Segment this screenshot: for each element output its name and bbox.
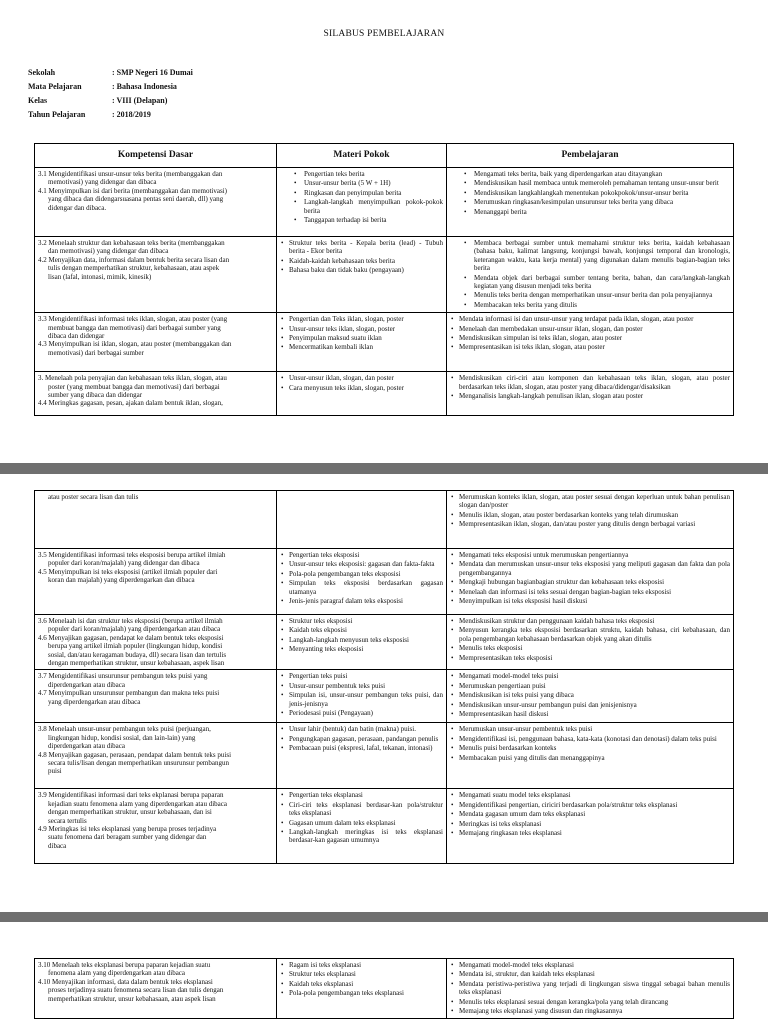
materi-pokok-item: • Pengertian teks eksposisi	[280, 551, 443, 559]
materi-pokok-item: • Pengertian teks puisi	[280, 672, 443, 680]
syllabus-row	[35, 237, 734, 313]
materi-pokok-item: • Pengertian dan Teks iklan, slogan, poster	[280, 315, 443, 323]
pembelajaran-item: • Mengamati teks berita, baik yang diperdengarkan atau ditayangkan	[450, 170, 730, 178]
materi-pokok-item: • Unsur-unsur teks eksposisi: gagasan dan fakta-fakta	[280, 560, 443, 568]
kompetensi-dasar-line: diperdengarkan atau dibaca	[48, 742, 125, 751]
materi-pokok-item: • Tanggapan terhadap isi berita	[280, 216, 443, 224]
kompetensi-dasar-line: dibaca dan didengar	[48, 332, 105, 341]
syllabus-row	[35, 549, 734, 615]
school-info-value: : VIII (Delapan)	[112, 96, 168, 105]
pembelajaran-item: • Membacakan teks berita yang ditulis	[450, 301, 730, 309]
pembelajaran-item: • Menanggapi berita	[450, 208, 730, 216]
materi-pokok-item: • Simpulan isi, unsur-unsur pembangun teks puisi, dan jenis-jenisnya	[280, 691, 443, 708]
materi-pokok-item: • Kaidah-kaidah kebahasaan teks berita	[280, 257, 443, 265]
kompetensi-dasar-line: 3.2 Menelaah struktur dan kebahasaan teks berita (membanggakan	[38, 239, 225, 247]
pembelajaran-item: • Mendiskusikan ciri-ciri atau komponen dan kebahasaan teks iklan, slogan, atau poster berdasarkan teks iklan, slogan, atau poster yang dibaca/didengar/disaksikan	[450, 374, 730, 391]
kompetensi-dasar-line: 3.3 Mengidentifikasi informasi teks iklan, slogan, atau poster (yang	[38, 315, 228, 324]
materi-pokok-item: • Periodesasi puisi (Pengayaan)	[280, 709, 443, 717]
school-info-label: Mata Pelajaran	[28, 82, 82, 91]
materi-pokok-item: • Ciri-ciri teks eksplanasi berdasar-kan pola/struktur teks eksplanasi	[280, 801, 443, 818]
kompetensi-dasar-line: populer dari koran/majalah) yang didengar dan dibaca	[48, 559, 200, 568]
school-info-row	[28, 80, 193, 94]
kompetensi-dasar-line: 3.8 Menelaah unsur-unsur pembangun teks puisi (perjuangan,	[38, 725, 211, 734]
header-materi-pokok: Materi Pokok	[277, 144, 447, 168]
materi-pokok-cell	[277, 549, 447, 615]
kompetensi-dasar-line: 3.10 Menelaah teks eksplanasi berupa paparan kejadian suatu	[38, 961, 211, 969]
school-info-label: Kelas	[28, 96, 48, 105]
kompetensi-dasar-line: 4.6 Menyajikan gagasan, pendapat ke dalam bentuk teks eksposisi	[38, 633, 224, 642]
school-info-label: Tahun Pelajaran	[28, 110, 86, 119]
kompetensi-dasar-line: lingkungan hidup, kondisi sosial, dan lain-lain) yang	[48, 733, 196, 742]
materi-pokok-item: • Langkah-langkah meringkas isi teks eksplanasi berdasar-kan gagasan umumnya	[280, 828, 443, 845]
materi-pokok-cell	[277, 313, 447, 372]
kompetensi-dasar-line: 4.8 Menyajikan gagasan, perasaan, pendapat dalam bentuk teks puisi	[38, 750, 232, 759]
materi-pokok-item: • Penyimpulan maksud suatu iklan	[280, 334, 443, 342]
kompetensi-dasar-line: berupa yang artikel ilmiah populer (lingkungan hidup, kondisi	[48, 642, 223, 651]
materi-pokok-item: • Langkah-langkah menyimpulkan pokok-pokok berita	[280, 198, 443, 215]
school-info-row	[28, 108, 193, 122]
pembelajaran-item: • Menulis iklan, slogan, atau poster berdasarkan konteks yang telah dirumuskan	[450, 511, 730, 519]
kompetensi-dasar-line: memotivasi) yang didengar dan dibaca	[48, 178, 157, 187]
pembelajaran-item: • Mempresentasikan iklan, slogan, dan/atau poster yang ditulis dengn berbagai variasi	[450, 520, 730, 528]
kompetensi-dasar-line: 4.2 Menyajikan data, informasi dalam bentuk berita secara lisan dan	[38, 255, 230, 264]
kompetensi-dasar-line: fenomena alam yang diperdengarkan atau dibaca	[48, 969, 186, 978]
school-info-value: : SMP Negeri 16 Dumai	[112, 68, 193, 77]
kompetensi-dasar-cell	[35, 549, 277, 615]
materi-pokok-item: • Unsur lahir (bentuk) dan batin (makna) puisi.	[280, 725, 443, 733]
school-info	[28, 66, 193, 122]
kompetensi-dasar-line: 3.5 Mengidentifikasi informasi teks eksposisi berupa artikel ilmiah	[38, 551, 226, 559]
document-page-3	[0, 922, 768, 1024]
materi-pokok-item: • Pengertian teks eksplanasi	[280, 791, 443, 799]
kompetensi-dasar-cell	[35, 237, 277, 313]
kompetensi-dasar-line: atau poster secara lisan dan tulis	[48, 493, 139, 501]
materi-pokok-item: • Mencermatikan kembali iklan	[280, 343, 443, 351]
syllabus-table-page-3	[34, 958, 734, 1019]
pembelajaran-item: • Mendiskusikan langkahlangkah menentukan pokokpokok/unsur-unsur berita	[450, 189, 730, 197]
kompetensi-dasar-line: yang dibaca dan didengarsuasana pentas seni daerah, dll) yang	[48, 195, 224, 204]
pembelajaran-item: • Mendata dan merumuskan unsur-unsur teks eksposisi yang meliputi gagasan dan fakta dan pola pengembangannya	[450, 560, 730, 577]
kompetensi-dasar-line: 4.1 Menyimpulkan isi dari berita (membanggakan dan memotivasi)	[38, 186, 227, 195]
kompetensi-dasar-line: 4.4 Meringkas gagasan, pesan, ajakan dalam bentuk iklan, slogan,	[38, 399, 223, 408]
kompetensi-dasar-line: 4.3 Menyimpulkan isi iklan, slogan, atau poster (membanggakan dan	[38, 340, 232, 349]
syllabus-row	[35, 959, 734, 1019]
materi-pokok-item: • Menyanting teks eksposisi	[280, 645, 443, 653]
school-info-row	[28, 66, 193, 80]
materi-pokok-item: • Pembacaan puisi (ekspresi, lafal, tekanan, intonasi)	[280, 744, 443, 752]
materi-pokok-cell	[277, 615, 447, 670]
pembelajaran-item: • Mendiskusikan hasil membaca untuk memeroleh pemahaman tentang unsur-unsur berit	[450, 179, 730, 187]
materi-pokok-item: • Bahasa baku dan tidak baku (pengayaan)	[280, 266, 443, 274]
kompetensi-dasar-line: proses terjadinya suatu fenomena secara lisan dan tulis dengan	[48, 986, 224, 995]
pembelajaran-item: • Menganalisis langkah-langkah penulisan iklan, slogan atau poster	[450, 392, 730, 400]
pembelajaran-item: • Mengamati model-model teks eksplanasi	[450, 961, 730, 969]
kompetensi-dasar-cell	[35, 670, 277, 723]
pembelajaran-cell	[447, 670, 734, 723]
kompetensi-dasar-line: dengan memperhatikan struktur, unsur kebahasaan, dan isi	[48, 808, 212, 817]
kompetensi-dasar-line: dibaca	[48, 841, 67, 850]
pembelajaran-item: • Menulis teks berita dengan memperhatikan unsur-unsur berita dan pola penyajiannya	[450, 291, 730, 299]
kompetensi-dasar-line: 3. Menelaah pola penyajian dan kebahasaan teks iklan, slogan, atau	[38, 374, 227, 383]
pembelajaran-item: • Mendata objek dari berbagai sumber tentang berita, bahan, dan cara/langkah-langkah kegiatan yang disusun menjadi teks berita	[450, 274, 730, 291]
kompetensi-dasar-line: sosial, dan/atau keragaman budaya, dll) secara lisan dan tertulis	[48, 650, 227, 659]
kompetensi-dasar-line: lisan (lafal, intonasi, mimik, kinesik)	[48, 272, 152, 281]
pembelajaran-item: • Membacakan puisi yang ditulis dan menanggapinya	[450, 754, 730, 762]
pembelajaran-item: • Mendiskusikan simpulan isi teks iklan, slogan, atau poster	[450, 334, 730, 342]
materi-pokok-item: • Kaidah teks eksplanasi	[280, 980, 443, 988]
kompetensi-dasar-line: 3.9 Mengidentifikasi informasi dari teks ekplanasi berupa paparan	[38, 791, 224, 800]
materi-pokok-item: • Pengertian teks berita	[280, 170, 443, 178]
kompetensi-dasar-line: didengar dan dibaca.	[48, 203, 107, 212]
materi-pokok-item: • Pola-pola pengembangan teks eksposisi	[280, 570, 443, 578]
pembelajaran-item: • Membaca berbagai sumber untuk memahami struktur teks berita, kaidah kebahasaan (bahasa baku, kalimat langsung, konjungsi bawah, konjungsi temporal dan kronologis, keterangan waktu, kata kerja mental) yang digunakan dalam menulis bagian-bagian teks berita	[450, 239, 730, 273]
syllabus-table-page-2	[34, 490, 734, 864]
syllabus-row	[35, 491, 734, 549]
materi-pokok-cell	[277, 491, 447, 549]
kompetensi-dasar-cell	[35, 168, 277, 237]
kompetensi-dasar-line: secara tertulis	[48, 816, 87, 825]
syllabus-row	[35, 372, 734, 416]
school-info-value: : Bahasa Indonesia	[112, 82, 177, 91]
materi-pokok-item: • Gagasan umum dalam teks eksplanasi	[280, 819, 443, 827]
materi-pokok-item: • Ragam isi teks eksplanasi	[280, 961, 443, 969]
pembelajaran-item: • Merumuskan pengertiaan puisi	[450, 682, 730, 690]
kompetensi-dasar-line: kejadian suatu fenomena alam yang diperdengarkan atau dibaca	[48, 799, 228, 808]
pembelajaran-item: • Mengidentifikasi isi, penggunaan bahasa, kata-kata (konotasi dan denotasi) dalam teks puisi	[450, 735, 730, 743]
kompetensi-dasar-cell	[35, 372, 277, 416]
school-info-label: Sekolah	[28, 68, 56, 77]
pembelajaran-item: • Mempresentasikan isi teks iklan, slogan, atau poster	[450, 343, 730, 351]
pembelajaran-item: • Mempresentasikan teks eksposisi	[450, 654, 730, 662]
kompetensi-dasar-line: memperhatikan struktur, unsur kebahasaan, atau aspek lisan	[48, 994, 216, 1003]
kompetensi-dasar-line: membuat bangga dan memotivasi) dari berbagai sumber yang	[48, 323, 221, 332]
syllabus-row	[35, 789, 734, 864]
materi-pokok-item: • Jenis-jenis paragraf dalam teks eksposisi	[280, 597, 443, 605]
pembelajaran-item: • Menelaah dan informasi isi teks sesuai dengan bagian-bagian teks eksposisi	[450, 588, 730, 596]
materi-pokok-item: • Struktur teks eksposisi	[280, 617, 443, 625]
pembelajaran-item: • Mendiskusikan unsur-unsur pembangun puisi dan jenisjenisnya	[450, 701, 730, 709]
pembelajaran-item: • Mendiskusikan struktur dan penggunaan kaidah bahasa teks eksposisi	[450, 617, 730, 625]
header-pembelajaran: Pembelajaran	[447, 144, 734, 168]
pembelajaran-cell	[447, 313, 734, 372]
kompetensi-dasar-line: puisi	[48, 767, 62, 776]
pembelajaran-item: • Mengamati teks eksposisi untuk merumuskan pengertiannya	[450, 551, 730, 559]
syllabus-row	[35, 723, 734, 789]
kompetensi-dasar-cell	[35, 313, 277, 372]
materi-pokok-item: • Pengungkapan gagasan, perasaan, pandangan penulis	[280, 735, 443, 743]
kompetensi-dasar-line: 4.7 Menyimpulkan unsurunsur pembangun dan makna teks puisi	[38, 689, 220, 698]
pembelajaran-cell	[447, 549, 734, 615]
kompetensi-dasar-line: tulis dengan memperhatikan struktur, kebahasaan, atau aspek	[48, 264, 220, 273]
document-page-2	[0, 474, 768, 912]
materi-pokok-cell	[277, 372, 447, 416]
kompetensi-dasar-cell	[35, 723, 277, 789]
pembelajaran-item: • Menulis teks eksposisi	[450, 644, 730, 652]
materi-pokok-item: • Cara menyusun teks iklan, slogan, poster	[280, 384, 443, 392]
pembelajaran-item: • Menulis teks eksplanasi sesuai dengan kerangka/pola yang telah dirancang	[450, 998, 730, 1006]
kompetensi-dasar-cell	[35, 615, 277, 670]
kompetensi-dasar-line: poster (yang membuat bangga dan memotivasi) dari berbagai	[48, 382, 220, 391]
materi-pokok-item: • Struktur teks berita - Kepala berita (lead) - Tubuh berita - Ekor berita	[280, 239, 443, 256]
materi-pokok-cell	[277, 959, 447, 1019]
materi-pokok-cell	[277, 789, 447, 864]
school-info-value: : 2018/2019	[112, 110, 151, 119]
pembelajaran-item: • Merumuskan konteks iklan, slogan, atau poster sesuai dengan keperluan untuk bahan penulisan slogan dan/poster	[450, 493, 730, 510]
materi-pokok-cell	[277, 168, 447, 237]
materi-pokok-item: • Unsur-unsur berita (5 W + 1H)	[280, 179, 443, 187]
syllabus-row	[35, 168, 734, 237]
pembelajaran-cell	[447, 168, 734, 237]
kompetensi-dasar-line: memotivasi) dari berbagai sumber	[48, 348, 144, 357]
pembelajaran-item: • Mendata gagasan umum dam teks eksplanasi	[450, 810, 730, 818]
document-page-1	[0, 0, 768, 463]
kompetensi-dasar-cell	[35, 789, 277, 864]
kompetensi-dasar-cell	[35, 959, 277, 1019]
kompetensi-dasar-line: 3.1 Mengidentifikasi unsur-unsur teks berita (membanggakan dan	[38, 170, 223, 178]
pembelajaran-cell	[447, 615, 734, 670]
kompetensi-dasar-line: suatu fenomena dari beragam sumber yang didengar dan	[48, 833, 207, 842]
materi-pokok-item: • Kaidah teks ekposisi	[280, 626, 443, 634]
pembelajaran-item: • Memajang teks eksplanasi yang disusun dan ringkasannya	[450, 1007, 730, 1015]
kompetensi-dasar-line: 4.10 Menyajikan informasi, data dalam bentuk teks eksplanasi	[38, 977, 213, 986]
pembelajaran-item: • Mendata peristiwa-peristiwa yang terjadi di lingkungan siswa tinggal sebagai bahan menulis teks eksplanasi	[450, 980, 730, 997]
header-kompetensi-dasar: Kompetensi Dasar	[35, 144, 277, 168]
pembelajaran-cell	[447, 723, 734, 789]
pembelajaran-cell	[447, 491, 734, 549]
syllabus-row	[35, 615, 734, 670]
materi-pokok-cell	[277, 237, 447, 313]
pembelajaran-item: • Mengkaji hubungan bagianbagian struktur dan kebahasaan teks eksposisi	[450, 578, 730, 586]
kompetensi-dasar-line: dengan memperhatikan struktur, unsur kebahasaan, aspek lisan	[48, 659, 225, 668]
pembelajaran-item: • Menulis puisi berdasarkan konteks	[450, 744, 730, 752]
pembelajaran-item: • Memajang ringkasan teks eksplanasi	[450, 829, 730, 837]
materi-pokok-item: • Unsur-unsur pembentuk teks puisi	[280, 682, 443, 690]
kompetensi-dasar-line: populer dari koran/majalah) yang diperdengarkan atau dibaca	[48, 625, 221, 634]
syllabus-row	[35, 670, 734, 723]
materi-pokok-item: • Struktur teks eksplanasi	[280, 970, 443, 978]
kompetensi-dasar-cell	[35, 491, 277, 549]
kompetensi-dasar-line: diperdengarkan atau dibaca	[48, 680, 125, 689]
pembelajaran-cell	[447, 959, 734, 1019]
pembelajaran-cell	[447, 237, 734, 313]
document-title: SILABUS PEMBELAJARAN	[323, 29, 445, 39]
materi-pokok-item: • Pola-pola pengembangan teks eksplanasi	[280, 989, 443, 997]
kompetensi-dasar-line: koran dan majalah) yang diperdengarkan dan dibaca	[48, 576, 195, 585]
kompetensi-dasar-line: 4.9 Meringkas isi teks eksplanasi yang berupa proses terjadinya	[38, 825, 217, 834]
pembelajaran-item: • Mendata informasi isi dan unsur-unsur yang terdapat pada iklan, slogan, atau poster	[450, 315, 730, 323]
kompetensi-dasar-line: 3.7 Mengidentifikasi unsurunsur pembangun teks puisi yang	[38, 672, 208, 681]
syllabus-table-page-1	[34, 143, 734, 416]
pembelajaran-item: • Menyusun kerangka teks eksposisi berdasarkan struktu, kaidah bahasa, ciri kebahasaan, dan pola pengembangan kebahasaan berdasarkan objek yang akan ditulis	[450, 626, 730, 643]
materi-pokok-item: • Ringkasan dan penyimpulan berita	[280, 189, 443, 197]
pembelajaran-item: • Mendiskusikan isi teks puisi yang dibaca	[450, 691, 730, 699]
pembelajaran-item: • Menyimpulkan isi teks eksposisi hasil diskusi	[450, 597, 730, 605]
pembelajaran-item: • Mendata isi, struktur, dan kaidah teks eksplanasi	[450, 970, 730, 978]
pembelajaran-item: • Meringkas isi teks eksplanasi	[450, 820, 730, 828]
kompetensi-dasar-line: 3.6 Menelaah isi dan struktur teks eksposisi (berupa artikel ilmiah	[38, 617, 223, 625]
pembelajaran-cell	[447, 372, 734, 416]
materi-pokok-item: • Simpulan teks eksposisi berdasarkan gagasan utamanya	[280, 579, 443, 596]
pembelajaran-item: • Menelaah dan membedakan unsur-unsur iklan, slogan, dan poster	[450, 325, 730, 333]
kompetensi-dasar-line: dan memotivasi) yang didengar dan dibaca	[48, 247, 169, 256]
materi-pokok-item: • Unsur-unsur iklan, slogan, dan poster	[280, 374, 443, 382]
school-info-row	[28, 94, 193, 108]
pembelajaran-item: • Mengamati suatu model teks eksplanasi	[450, 791, 730, 799]
syllabus-row	[35, 313, 734, 372]
pembelajaran-cell	[447, 789, 734, 864]
kompetensi-dasar-line: yang diperdengarkan atau dibaca	[48, 697, 141, 706]
pembelajaran-item: • Merumuskan unsur-unsur pembentuk teks puisi	[450, 725, 730, 733]
kompetensi-dasar-line: 4.5 Menyimpulkan isi teks eksposisi (artikel ilmiah populer dari	[38, 567, 218, 576]
materi-pokok-cell	[277, 670, 447, 723]
pembelajaran-item: • Merumuskan ringkasan/kesimpulan unsurunsur teks berita yang dibaca	[450, 198, 730, 206]
pembelajaran-item: • Mengidentifikasi pengertian, ciriciri berdasarkan pola/struktur teks eksplanasi	[450, 801, 730, 809]
materi-pokok-item: • Unsur-unsur teks iklan, slogan, poster	[280, 325, 443, 333]
materi-pokok-item: • Langkah-langkah menyusun teks eksposisi	[280, 636, 443, 644]
kompetensi-dasar-line: sumber yang dibaca dan didengar	[48, 391, 143, 400]
kompetensi-dasar-line: secara tulis/lisan dengan memperhatikan unsurunsur pembangun	[48, 759, 229, 768]
pembelajaran-item: • Mempresentasikan hasil diskusi	[450, 710, 730, 718]
pembelajaran-item: • Mengamati model-model teks puisi	[450, 672, 730, 680]
materi-pokok-cell	[277, 723, 447, 789]
